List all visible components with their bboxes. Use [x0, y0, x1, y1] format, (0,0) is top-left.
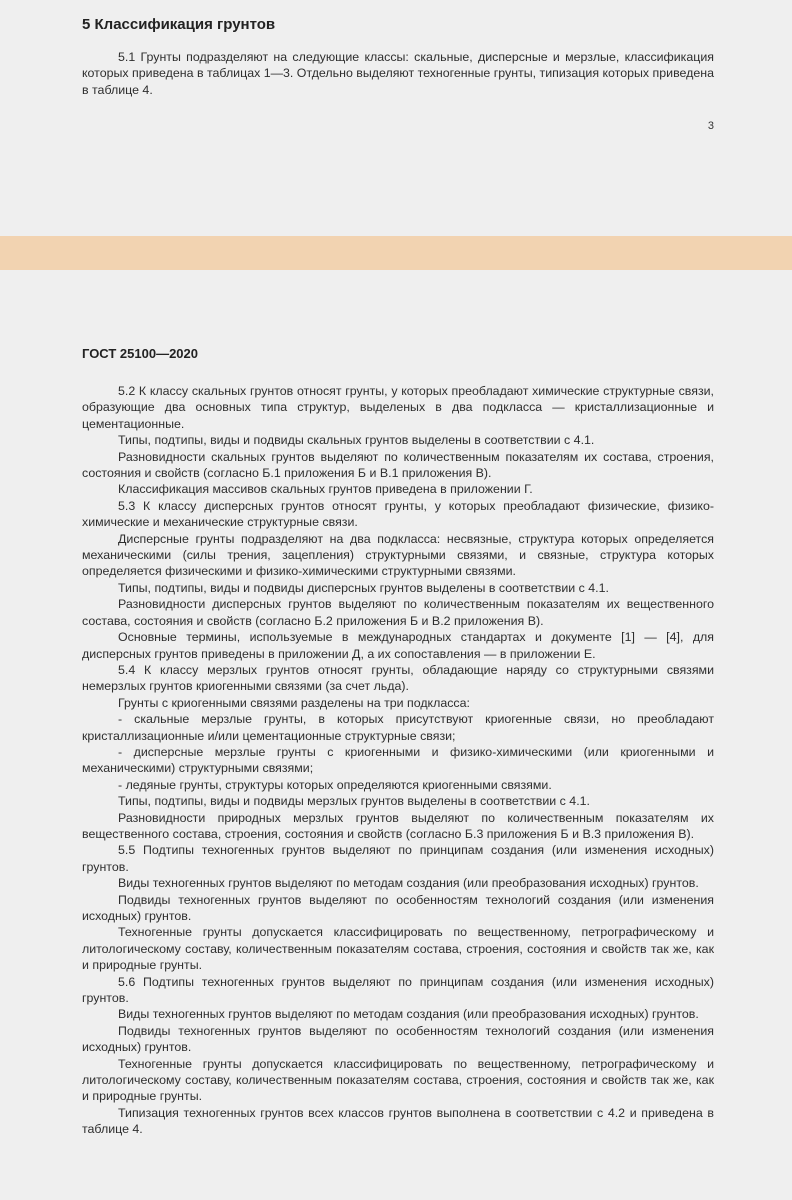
- document-page-top: [0, 0, 792, 236]
- section-intro: [82, 49, 714, 98]
- paragraph: Разновидности дисперсных грунтов выделяют по количественным показателям их вещественного состава, состояния и свойств (согласно Б.2 приложения Б и В.2 приложения В).: [82, 597, 714, 628]
- paragraph: 5.3 К классу дисперсных грунтов относят грунты, у которых преобладают физические, физико-химические и механические структурные связи.: [82, 498, 714, 530]
- paragraph: Техногенные грунты допускается классифицировать по вещественному, петрографическому и литологическому составу, количественным показателям состава, строения, состояния и свойств так же, как и природные грунты.: [82, 925, 714, 973]
- section-title: 5 Классификация грунтов: [82, 16, 276, 33]
- paragraph: Типы, подтипы, виды и подвиды мерзлых грунтов выделены в соответствии с 4.1.: [118, 794, 590, 809]
- paragraph: Разновидности скальных грунтов выделяют по количественным показателям их состава, строения, состояния и свойств (согласно Б.1 приложения Б и В.1 приложения В).: [82, 449, 714, 481]
- paragraph: Типы, подтипы, виды и подвиды дисперсных грунтов выделены в соответствии с 4.1.: [118, 580, 609, 595]
- page-separator: [0, 236, 792, 270]
- list-item: - дисперсные мерзлые грунты с криогенными и физико-химическими (или криогенными и механическими) структурными связями;: [82, 744, 714, 776]
- paragraph: Техногенные грунты допускается классифицировать по вещественному, петрографическому и литологическому составу, количественным показателям состава, строения, состояния и свойств так же, как и природные грунты.: [82, 1056, 714, 1104]
- paragraph: Дисперсные грунты подразделяют на два подкласса: несвязные, структура которых определяется механическими (силы трения, зацепления) структурными связями, и связные, структура которых определяется физическими и физико-химическими структурными связями.: [82, 531, 714, 579]
- list-item: - ледяные грунты, структуры которых определяются криогенными связями.: [118, 777, 552, 792]
- document-page-bottom: [0, 270, 792, 1200]
- document-body: [82, 383, 714, 1138]
- paragraph-5-1: 5.1 Грунты подразделяют на следующие классы: скальные, дисперсные и мерзлые, классификация которых приведена в таблицах 1—3. Отдельно выделяют техногенные грунты, типизация которых приведена в таблице 4.: [82, 50, 714, 97]
- paragraph: Основные термины, используемые в международных стандартах и документе [1] — [4], для дисперсных грунтов приведены в приложении Д, а их сопоставления — в приложении Е.: [82, 630, 714, 661]
- paragraph: Виды техногенных грунтов выделяют по методам создания (или преобразования исходных) грунтов.: [118, 1007, 699, 1022]
- document-header: ГОСТ 25100—2020: [82, 346, 198, 361]
- page-number: 3: [707, 120, 714, 132]
- paragraph: 5.2 К классу скальных грунтов относят грунты, у которых преобладают химические структурные связи, образующие два основных типа структур, выделеных в два подкласса — кристаллизационные и цементационные.: [82, 384, 714, 431]
- paragraph: Грунты с криогенными связями разделены на три подкласса:: [118, 695, 470, 710]
- paragraph: Классификация массивов скальных грунтов приведена в приложении Г.: [118, 482, 533, 497]
- paragraph: Типы, подтипы, виды и подвиды скальных грунтов выделены в соответствии с 4.1.: [118, 433, 595, 448]
- list-item: - скальные мерзлые грунты, в которых присутствуют криогенные связи, но преобладают кристаллизационные и/или цементационные структурные связи;: [82, 712, 714, 743]
- paragraph: 5.6 Подтипы техногенных грунтов выделяют по принципам создания (или изменения исходных) грунтов.: [82, 974, 714, 1006]
- paragraph: Подвиды техногенных грунтов выделяют по особенностям технологий создания (или изменения исходных) грунтов.: [82, 1023, 714, 1055]
- paragraph: Типизация техногенных грунтов всех классов грунтов выполнена в соответствии с 4.2 и приведена в таблице 4.: [82, 1105, 714, 1137]
- paragraph: Разновидности природных мерзлых грунтов выделяют по количественным показателям их вещественного состава, строения, состояния и свойств (согласно Б.3 приложения Б и В.3 приложения В).: [82, 810, 714, 841]
- paragraph: Подвиды техногенных грунтов выделяют по особенностям технологий создания (или изменения исходных) грунтов.: [82, 892, 714, 923]
- paragraph: 5.4 К классу мерзлых грунтов относят грунты, обладающие наряду со структурными связями немерзлых грунтов криогенными связями (за счет льда).: [82, 662, 714, 694]
- paragraph: 5.5 Подтипы техногенных грунтов выделяют по принципам создания (или изменения исходных) грунтов.: [82, 843, 714, 874]
- paragraph: Виды техногенных грунтов выделяют по методам создания (или преобразования исходных) грунтов.: [118, 876, 699, 891]
